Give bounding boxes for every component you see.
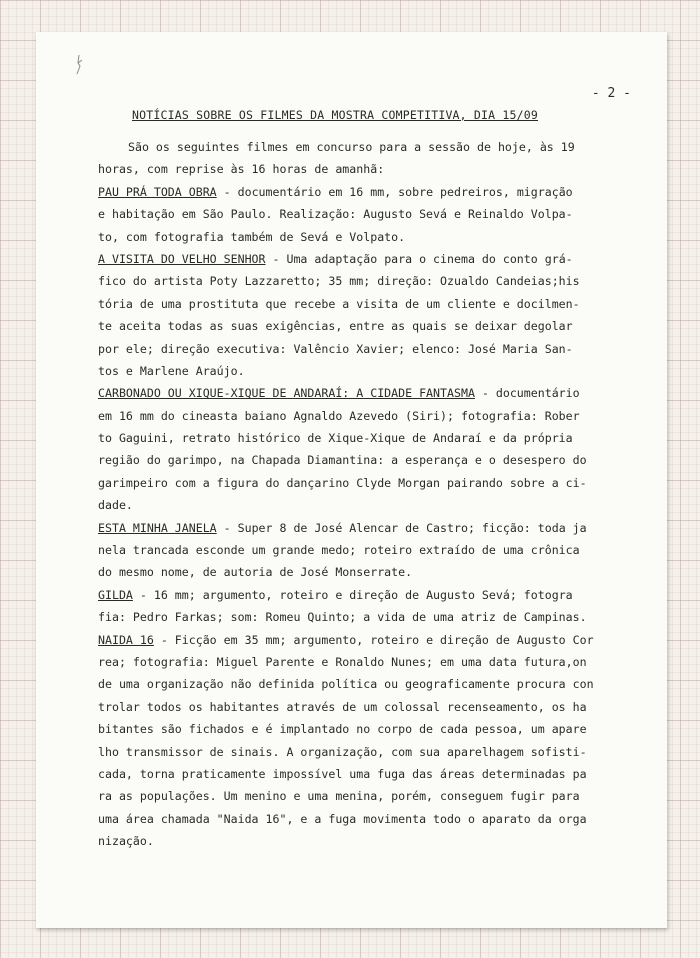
text-line — [98, 248, 658, 270]
line-text: nização. — [98, 834, 154, 849]
film-title: A VISITA DO VELHO SENHOR — [98, 251, 266, 266]
line-text: em 16 mm do cineasta baiano Agnaldo Azevedo (Siri); fotografia: Rober — [98, 408, 580, 423]
text-line — [98, 651, 658, 673]
text-line — [98, 181, 658, 203]
film-title: PAU PRÁ TODA OBRA — [98, 184, 217, 199]
line-text: tória de uma prostituta que recebe a visita de um cliente e docilmen- — [98, 296, 580, 311]
line-text: de uma organização não definida política ou geograficamente procura con — [98, 677, 594, 692]
line-text: - Uma adaptação para o cinema do conto grá- — [265, 251, 573, 266]
document-body — [98, 136, 658, 853]
line-text: tos e Marlene Araújo. — [98, 363, 245, 378]
text-line — [98, 830, 658, 852]
line-text: cada, torna praticamente impossível uma fuga das áreas determinadas pa — [98, 766, 587, 781]
text-line — [98, 360, 658, 382]
film-title: NAIDA 16 — [98, 632, 154, 647]
text-line — [98, 427, 658, 449]
text-line — [98, 696, 658, 718]
line-text: ra as populações. Um menino e uma menina, porém, conseguem fugir para — [98, 789, 580, 804]
text-line — [98, 405, 658, 427]
line-text: - documentário — [474, 386, 580, 401]
text-line — [98, 382, 658, 404]
text-line — [98, 270, 658, 292]
film-title: CARBONADO OU XIQUE-XIQUE DE ANDARAÍ: A CIDADE FANTASMA — [98, 386, 475, 401]
text-line — [98, 741, 658, 763]
line-text: - documentário em 16 mm, sobre pedreiros, migração — [216, 184, 573, 199]
text-line — [98, 293, 658, 315]
line-text: to Gaguini, retrato histórico de Xique-Xique de Andaraí e da própria — [98, 431, 573, 446]
text-line — [98, 494, 658, 516]
line-text: horas, com reprise às 16 horas de amanhã: — [98, 162, 385, 177]
text-line — [98, 338, 658, 360]
line-text: fico do artista Poty Lazzaretto; 35 mm; direção: Ozualdo Candeias;his — [98, 274, 580, 289]
line-text: e habitação em São Paulo. Realização: Augusto Sevá e Reinaldo Volpa- — [98, 207, 573, 222]
line-text: - Ficção em 35 mm; argumento, roteiro e direção de Augusto Cor — [153, 632, 594, 647]
line-text: trolar todos os habitantes através de um colossal recenseamento, os ha — [98, 699, 587, 714]
line-text: to, com fotografia também de Sevá e Volpato. — [98, 229, 406, 244]
page-title: NOTÍCIAS SOBRE OS FILMES DA MOSTRA COMPETITIVA, DIA 15/09 — [132, 108, 539, 122]
text-line — [98, 584, 658, 606]
line-text: do mesmo nome, de autoria de José Monserrate. — [98, 565, 413, 580]
line-text: lho transmissor de sinais. A organização, com sua aparelhagem sofisti- — [98, 744, 587, 759]
line-text: dade. — [98, 498, 133, 513]
film-title: GILDA — [98, 587, 133, 602]
text-line — [98, 158, 658, 180]
text-line — [98, 718, 658, 740]
text-line — [98, 808, 658, 830]
line-text: fia: Pedro Farkas; som: Romeu Quinto; a vida de uma atriz de Campinas. — [98, 610, 587, 625]
text-line — [98, 763, 658, 785]
text-line — [98, 673, 658, 695]
line-text: nela trancada esconde um grande medo; roteiro extraído de uma crônica — [98, 543, 580, 558]
text-line — [98, 136, 658, 158]
text-line — [98, 561, 658, 583]
film-title: ESTA MINHA JANELA — [98, 520, 217, 535]
line-text: garimpeiro com a figura do dançarino Clyde Morgan pairando sobre a ci- — [98, 475, 587, 490]
text-line — [98, 226, 658, 248]
line-text: - 16 mm; argumento, roteiro e direção de Augusto Sevá; fotogra — [132, 587, 573, 602]
line-text: te aceita todas as suas exigências, entre as quais se deixar degolar — [98, 319, 573, 334]
line-text: região do garimpo, na Chapada Diamantina: a esperança e o desespero do — [98, 453, 587, 468]
text-line — [98, 785, 658, 807]
text-line — [98, 629, 658, 651]
text-line — [98, 315, 658, 337]
line-text: São os seguintes filmes em concurso para a sessão de hoje, às 19 — [128, 140, 575, 154]
text-line — [98, 449, 658, 471]
page-number: - 2 - — [591, 86, 631, 101]
pencil-mark — [74, 54, 84, 78]
line-text: por ele; direção executiva: Valêncio Xavier; elenco: José Maria San- — [98, 341, 573, 356]
line-text: - Super 8 de José Alencar de Castro; ficção: toda ja — [216, 520, 587, 535]
text-line — [98, 203, 658, 225]
line-text: rea; fotografia: Miguel Parente e Ronaldo Nunes; em uma data futura,on — [98, 654, 587, 669]
line-text: uma área chamada "Naida 16", e a fuga movimenta todo o aparato da orga — [98, 811, 587, 826]
text-line — [98, 539, 658, 561]
document-page — [36, 32, 667, 928]
text-line — [98, 606, 658, 628]
text-line — [98, 517, 658, 539]
line-text: bitantes são fichados e é implantado no corpo de cada pessoa, um apare — [98, 722, 587, 737]
text-line — [98, 472, 658, 494]
